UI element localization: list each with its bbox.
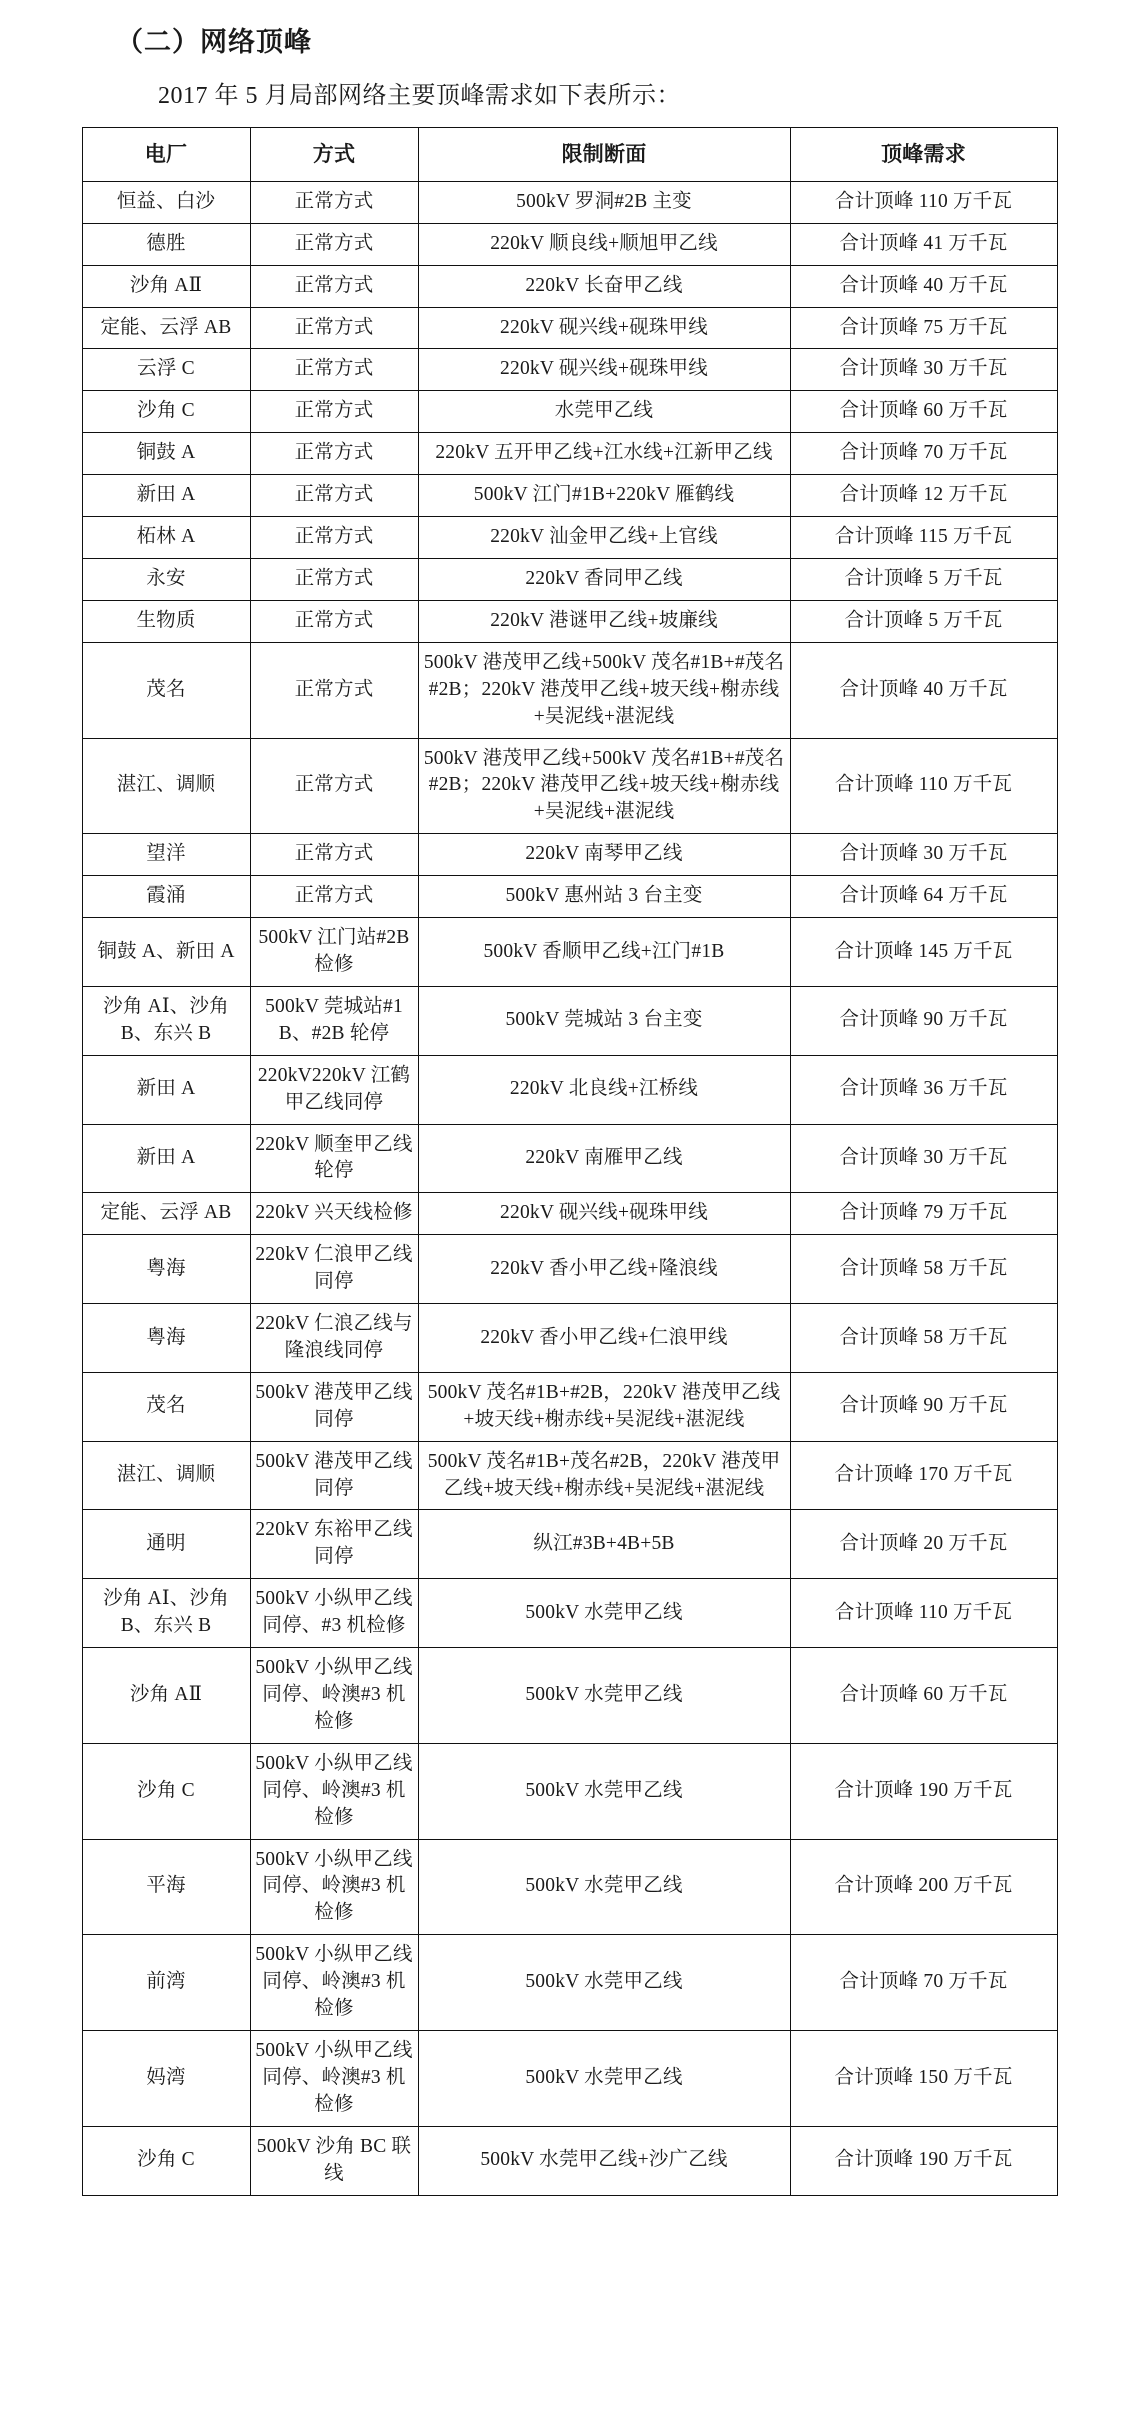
cell-limit: 220kV 北良线+江桥线 [418, 1055, 790, 1124]
cell-plant: 铜鼓 A [82, 433, 250, 475]
cell-mode: 220kV 顺奎甲乙线轮停 [250, 1124, 418, 1193]
cell-plant: 新田 A [82, 475, 250, 517]
cell-mode: 正常方式 [250, 223, 418, 265]
table-row [82, 1441, 1057, 1510]
cell-plant: 沙角 C [82, 2126, 250, 2195]
cell-limit: 220kV 南琴甲乙线 [418, 834, 790, 876]
cell-mode: 500kV 江门站#2B 检修 [250, 918, 418, 987]
cell-limit: 220kV 香小甲乙线+隆浪线 [418, 1235, 790, 1304]
cell-mode: 220kV220kV 江鹤甲乙线同停 [250, 1055, 418, 1124]
table-row [82, 738, 1057, 834]
cell-mode: 正常方式 [250, 391, 418, 433]
cell-mode: 正常方式 [250, 738, 418, 834]
cell-plant: 妈湾 [82, 2030, 250, 2126]
cell-demand: 合计顶峰 70 万千瓦 [790, 1935, 1057, 2031]
cell-demand: 合计顶峰 30 万千瓦 [790, 834, 1057, 876]
cell-demand: 合计顶峰 58 万千瓦 [790, 1235, 1057, 1304]
page-title: （二）网络顶峰 [116, 27, 312, 57]
cell-mode: 正常方式 [250, 876, 418, 918]
cell-demand: 合计顶峰 20 万千瓦 [790, 1510, 1057, 1579]
cell-mode: 正常方式 [250, 349, 418, 391]
cell-limit: 220kV 顺良线+顺旭甲乙线 [418, 223, 790, 265]
table-header-row [82, 127, 1057, 181]
cell-limit: 500kV 水莞甲乙线+沙广乙线 [418, 2126, 790, 2195]
cell-limit: 220kV 港谜甲乙线+坡廉线 [418, 600, 790, 642]
cell-limit: 500kV 茂名#1B+茂名#2B，220kV 港茂甲乙线+坡天线+榭赤线+吴泥线+湛泥线 [418, 1441, 790, 1510]
cell-mode: 500kV 小纵甲乙线同停、岭澳#3 机检修 [250, 1839, 418, 1935]
cell-limit: 500kV 水莞甲乙线 [418, 1648, 790, 1744]
cell-demand: 合计顶峰 90 万千瓦 [790, 986, 1057, 1055]
table-row [82, 1579, 1057, 1648]
cell-demand: 合计顶峰 60 万千瓦 [790, 1648, 1057, 1744]
table-row [82, 517, 1057, 559]
cell-limit: 500kV 港茂甲乙线+500kV 茂名#1B+#茂名#2B；220kV 港茂甲乙线+坡天线+榭赤线+吴泥线+湛泥线 [418, 642, 790, 738]
cell-demand: 合计顶峰 30 万千瓦 [790, 349, 1057, 391]
table-row [82, 349, 1057, 391]
cell-plant: 通明 [82, 1510, 250, 1579]
cell-demand: 合计顶峰 60 万千瓦 [790, 391, 1057, 433]
cell-plant: 永安 [82, 559, 250, 601]
cell-plant: 沙角 AⅡ [82, 265, 250, 307]
cell-plant: 霞涌 [82, 876, 250, 918]
table-row [82, 642, 1057, 738]
cell-mode: 正常方式 [250, 475, 418, 517]
column-header-limit: 限制断面 [418, 127, 790, 181]
cell-plant: 铜鼓 A、新田 A [82, 918, 250, 987]
cell-plant: 前湾 [82, 1935, 250, 2031]
cell-mode: 正常方式 [250, 559, 418, 601]
cell-limit: 500kV 罗洞#2B 主变 [418, 181, 790, 223]
table-row [82, 1304, 1057, 1373]
cell-limit: 500kV 水莞甲乙线 [418, 1839, 790, 1935]
cell-mode: 500kV 港茂甲乙线同停 [250, 1441, 418, 1510]
cell-demand: 合计顶峰 5 万千瓦 [790, 600, 1057, 642]
cell-mode: 500kV 沙角 BC 联线 [250, 2126, 418, 2195]
cell-demand: 合计顶峰 190 万千瓦 [790, 2126, 1057, 2195]
cell-demand: 合计顶峰 110 万千瓦 [790, 181, 1057, 223]
cell-mode: 正常方式 [250, 433, 418, 475]
cell-plant: 粤海 [82, 1235, 250, 1304]
cell-limit: 500kV 江门#1B+220kV 雁鹤线 [418, 475, 790, 517]
cell-demand: 合计顶峰 170 万千瓦 [790, 1441, 1057, 1510]
cell-plant: 新田 A [82, 1124, 250, 1193]
table-row [82, 600, 1057, 642]
table-row [82, 391, 1057, 433]
cell-mode: 正常方式 [250, 307, 418, 349]
cell-demand: 合计顶峰 90 万千瓦 [790, 1372, 1057, 1441]
cell-demand: 合计顶峰 40 万千瓦 [790, 265, 1057, 307]
cell-limit: 500kV 惠州站 3 台主变 [418, 876, 790, 918]
cell-demand: 合计顶峰 58 万千瓦 [790, 1304, 1057, 1373]
cell-demand: 合计顶峰 12 万千瓦 [790, 475, 1057, 517]
cell-limit: 水莞甲乙线 [418, 391, 790, 433]
table-row [82, 475, 1057, 517]
cell-mode: 220kV 仁浪乙线与隆浪线同停 [250, 1304, 418, 1373]
cell-limit: 500kV 水莞甲乙线 [418, 1579, 790, 1648]
cell-demand: 合计顶峰 64 万千瓦 [790, 876, 1057, 918]
cell-demand: 合计顶峰 115 万千瓦 [790, 517, 1057, 559]
cell-mode: 220kV 东裕甲乙线同停 [250, 1510, 418, 1579]
cell-plant: 沙角 C [82, 1743, 250, 1839]
cell-plant: 平海 [82, 1839, 250, 1935]
cell-mode: 正常方式 [250, 834, 418, 876]
cell-plant: 定能、云浮 AB [82, 307, 250, 349]
table-row [82, 834, 1057, 876]
cell-demand: 合计顶峰 110 万千瓦 [790, 738, 1057, 834]
table-body [82, 181, 1057, 2195]
cell-limit: 500kV 水莞甲乙线 [418, 1935, 790, 2031]
column-header-demand: 顶峰需求 [790, 127, 1057, 181]
cell-demand: 合计顶峰 145 万千瓦 [790, 918, 1057, 987]
table-row [82, 1372, 1057, 1441]
cell-limit: 220kV 香小甲乙线+仁浪甲线 [418, 1304, 790, 1373]
table-row [82, 1839, 1057, 1935]
cell-limit: 500kV 水莞甲乙线 [418, 2030, 790, 2126]
table-row [82, 223, 1057, 265]
cell-limit: 500kV 茂名#1B+#2B，220kV 港茂甲乙线+坡天线+榭赤线+吴泥线+湛泥线 [418, 1372, 790, 1441]
cell-mode: 500kV 小纵甲乙线同停、岭澳#3 机检修 [250, 1648, 418, 1744]
table-row [82, 1935, 1057, 2031]
cell-plant: 沙角 AⅠ、沙角 B、东兴 B [82, 1579, 250, 1648]
column-header-mode: 方式 [250, 127, 418, 181]
lead-paragraph: 2017 年 5 月局部网络主要顶峰需求如下表所示： [158, 82, 681, 109]
table-row [82, 2030, 1057, 2126]
cell-limit: 500kV 港茂甲乙线+500kV 茂名#1B+#茂名#2B；220kV 港茂甲乙线+坡天线+榭赤线+吴泥线+湛泥线 [418, 738, 790, 834]
cell-mode: 正常方式 [250, 265, 418, 307]
cell-limit: 500kV 莞城站 3 台主变 [418, 986, 790, 1055]
cell-demand: 合计顶峰 79 万千瓦 [790, 1193, 1057, 1235]
cell-plant: 茂名 [82, 1372, 250, 1441]
cell-mode: 500kV 小纵甲乙线同停、#3 机检修 [250, 1579, 418, 1648]
table-row [82, 1235, 1057, 1304]
cell-plant: 粤海 [82, 1304, 250, 1373]
table-row [82, 433, 1057, 475]
cell-mode: 220kV 仁浪甲乙线同停 [250, 1235, 418, 1304]
cell-mode: 500kV 小纵甲乙线同停、岭澳#3 机检修 [250, 2030, 418, 2126]
cell-demand: 合计顶峰 40 万千瓦 [790, 642, 1057, 738]
cell-mode: 正常方式 [250, 600, 418, 642]
table-row [82, 986, 1057, 1055]
table-row [82, 1648, 1057, 1744]
cell-demand: 合计顶峰 75 万千瓦 [790, 307, 1057, 349]
cell-plant: 定能、云浮 AB [82, 1193, 250, 1235]
cell-plant: 湛江、调顺 [82, 1441, 250, 1510]
cell-limit: 220kV 长奋甲乙线 [418, 265, 790, 307]
cell-plant: 德胜 [82, 223, 250, 265]
peak-demand-table [82, 127, 1058, 2196]
cell-limit: 纵江#3B+4B+5B [418, 1510, 790, 1579]
cell-demand: 合计顶峰 200 万千瓦 [790, 1839, 1057, 1935]
cell-demand: 合计顶峰 41 万千瓦 [790, 223, 1057, 265]
column-header-plant: 电厂 [82, 127, 250, 181]
table-row [82, 559, 1057, 601]
cell-limit: 220kV 砚兴线+砚珠甲线 [418, 349, 790, 391]
table-row [82, 265, 1057, 307]
cell-limit: 220kV 香同甲乙线 [418, 559, 790, 601]
cell-plant: 湛江、调顺 [82, 738, 250, 834]
cell-plant: 云浮 C [82, 349, 250, 391]
table-row [82, 1055, 1057, 1124]
cell-plant: 恒益、白沙 [82, 181, 250, 223]
cell-mode: 500kV 莞城站#1B、#2B 轮停 [250, 986, 418, 1055]
cell-demand: 合计顶峰 5 万千瓦 [790, 559, 1057, 601]
cell-plant: 柘林 A [82, 517, 250, 559]
cell-plant: 生物质 [82, 600, 250, 642]
table-row [82, 181, 1057, 223]
cell-plant: 茂名 [82, 642, 250, 738]
cell-limit: 220kV 砚兴线+砚珠甲线 [418, 1193, 790, 1235]
cell-plant: 望洋 [82, 834, 250, 876]
cell-plant: 沙角 AⅠ、沙角 B、东兴 B [82, 986, 250, 1055]
table-row [82, 2126, 1057, 2195]
cell-limit: 220kV 砚兴线+砚珠甲线 [418, 307, 790, 349]
cell-demand: 合计顶峰 30 万千瓦 [790, 1124, 1057, 1193]
cell-mode: 正常方式 [250, 642, 418, 738]
cell-limit: 500kV 香顺甲乙线+江门#1B [418, 918, 790, 987]
cell-demand: 合计顶峰 150 万千瓦 [790, 2030, 1057, 2126]
cell-mode: 500kV 港茂甲乙线同停 [250, 1372, 418, 1441]
cell-mode: 500kV 小纵甲乙线同停、岭澳#3 机检修 [250, 1935, 418, 2031]
cell-plant: 沙角 AⅡ [82, 1648, 250, 1744]
table-row [82, 1124, 1057, 1193]
table-row [82, 307, 1057, 349]
table-row [82, 876, 1057, 918]
cell-demand: 合计顶峰 190 万千瓦 [790, 1743, 1057, 1839]
cell-mode: 正常方式 [250, 181, 418, 223]
cell-plant: 新田 A [82, 1055, 250, 1124]
cell-mode: 500kV 小纵甲乙线同停、岭澳#3 机检修 [250, 1743, 418, 1839]
table-row [82, 1743, 1057, 1839]
table-row [82, 1193, 1057, 1235]
table-row [82, 918, 1057, 987]
cell-mode: 220kV 兴天线检修 [250, 1193, 418, 1235]
cell-limit: 220kV 五开甲乙线+江水线+江新甲乙线 [418, 433, 790, 475]
cell-limit: 220kV 南雁甲乙线 [418, 1124, 790, 1193]
cell-demand: 合计顶峰 70 万千瓦 [790, 433, 1057, 475]
cell-limit: 500kV 水莞甲乙线 [418, 1743, 790, 1839]
cell-demand: 合计顶峰 36 万千瓦 [790, 1055, 1057, 1124]
table-row [82, 1510, 1057, 1579]
cell-demand: 合计顶峰 110 万千瓦 [790, 1579, 1057, 1648]
cell-mode: 正常方式 [250, 517, 418, 559]
cell-plant: 沙角 C [82, 391, 250, 433]
cell-limit: 220kV 汕金甲乙线+上官线 [418, 517, 790, 559]
